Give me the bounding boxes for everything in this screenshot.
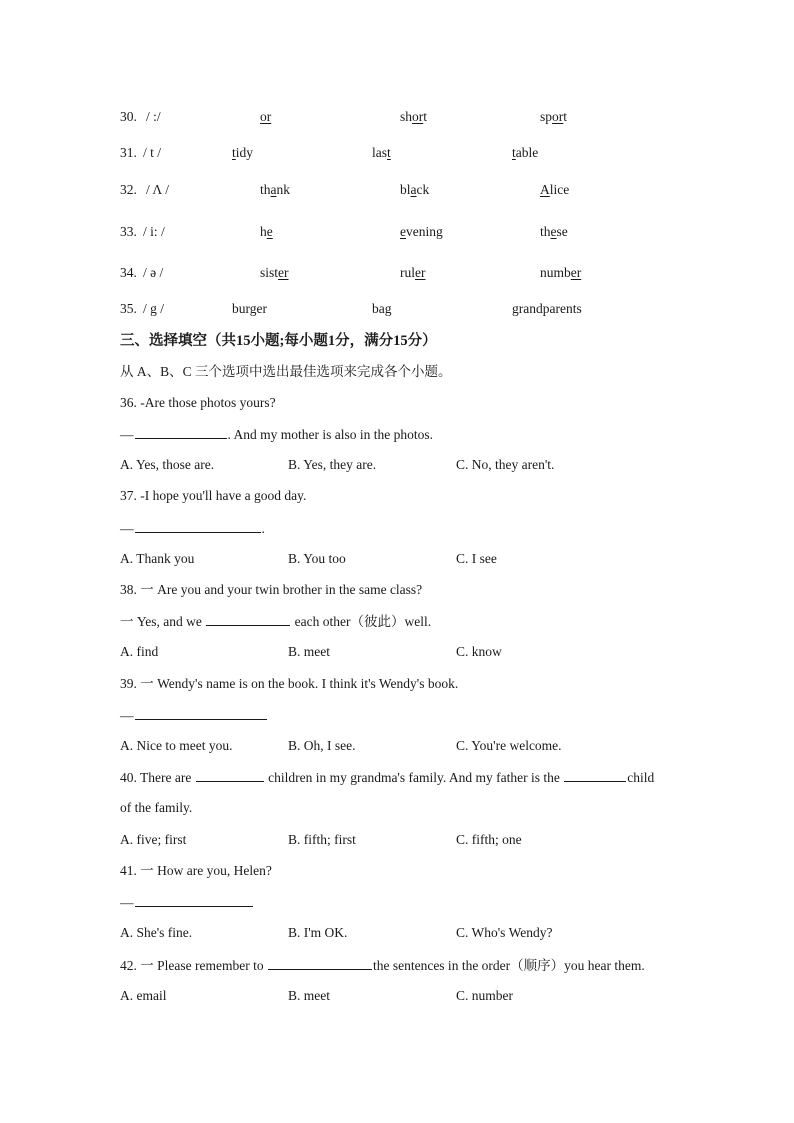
option-c[interactable]: C. No, they aren't. (456, 457, 555, 472)
question-37 (0, 486, 794, 506)
option-a[interactable]: A. five; first (120, 832, 187, 847)
row-number: 34. (120, 265, 137, 280)
option-a[interactable]: A. email (120, 988, 167, 1003)
phonetic-symbol: / t / (143, 145, 162, 160)
word: black (400, 182, 430, 197)
phonetic-symbol: / ə / (143, 265, 164, 280)
phonetic-symbol: / Λ / (146, 182, 169, 197)
option-b[interactable]: B. Yes, they are. (288, 457, 377, 472)
answer-blank-2[interactable] (564, 767, 626, 782)
answer-line-36 (0, 424, 794, 444)
word: evening (400, 224, 443, 239)
option-a[interactable]: A. Nice to meet you. (120, 738, 233, 753)
row-number: 30. (120, 109, 137, 124)
option-c[interactable]: C. fifth; one (456, 832, 522, 847)
word: Alice (540, 182, 570, 197)
question-prompt: 36. -Are those photos yours? (120, 395, 276, 410)
question-prompt: 40. There are children in my grandma's family. And my father is the child (120, 767, 654, 788)
answer-text: — . (120, 518, 265, 539)
question-38 (0, 580, 794, 600)
question-39 (0, 674, 794, 694)
option-a[interactable]: A. Thank you (120, 551, 195, 566)
word: thank (260, 182, 291, 197)
question-36 (0, 393, 794, 413)
answer-blank[interactable] (135, 424, 227, 439)
option-b[interactable]: B. fifth; first (288, 832, 356, 847)
option-c[interactable]: C. You're welcome. (456, 738, 562, 753)
section-instruction: 从 A、B、C 三个选项中选出最佳选项来完成各个小题。 (120, 364, 452, 379)
options-38 (0, 642, 794, 662)
answer-text: — (120, 892, 254, 913)
options-41 (0, 923, 794, 943)
phonetic-row-31 (0, 143, 794, 163)
option-b[interactable]: B. I'm OK. (288, 925, 348, 940)
word: these (540, 224, 568, 239)
section-instruction-line (0, 362, 794, 382)
options-42 (0, 986, 794, 1006)
answer-text: — . And my mother is also in the photos. (120, 424, 433, 445)
phonetic-row-35 (0, 299, 794, 319)
word: burger (232, 301, 267, 316)
phonetic-row-34 (0, 263, 794, 283)
word: last (372, 145, 391, 160)
word: table (512, 145, 539, 160)
section-heading (0, 331, 794, 351)
question-prompt: 38. 一 Are you and your twin brother in the same class? (120, 582, 423, 597)
option-b[interactable]: B. meet (288, 644, 330, 659)
answer-blank[interactable] (268, 955, 372, 970)
word: ruler (400, 265, 426, 280)
phonetic-row-32 (0, 180, 794, 200)
question-prompt: 39. 一 Wendy's name is on the book. I think it's Wendy's book. (120, 676, 459, 691)
question-40-continued (0, 798, 794, 818)
section-title: 三、选择填空（共15小题;每小题1分，满分15分） (120, 333, 437, 349)
option-c[interactable]: C. number (456, 988, 513, 1003)
word: sister (260, 265, 289, 280)
answer-text: 一 Yes, and we each other（彼此）well. (120, 611, 431, 632)
option-b[interactable]: B. Oh, I see. (288, 738, 356, 753)
word: tidy (232, 145, 254, 160)
question-42 (0, 955, 794, 975)
options-37 (0, 549, 794, 569)
phonetic-symbol: / i: / (143, 224, 165, 239)
word: number (540, 265, 582, 280)
question-40 (0, 767, 794, 787)
option-c[interactable]: C. I see (456, 551, 497, 566)
question-prompt: 42. 一 Please remember to the sentences in the order（顺序）you hear them. (120, 955, 645, 976)
answer-line-38 (0, 611, 794, 631)
word: or (260, 109, 272, 124)
answer-line-39 (0, 705, 794, 725)
option-a[interactable]: A. Yes, those are. (120, 457, 215, 472)
phonetic-symbol: / :/ (146, 109, 161, 124)
word: short (400, 109, 428, 124)
answer-line-41 (0, 892, 794, 912)
word: bag (372, 301, 392, 316)
option-a[interactable]: A. She's fine. (120, 925, 193, 940)
option-a[interactable]: A. find (120, 644, 159, 659)
row-number: 32. (120, 182, 137, 197)
options-39 (0, 736, 794, 756)
answer-blank[interactable] (135, 705, 267, 720)
option-c[interactable]: C. know (456, 644, 502, 659)
options-40 (0, 830, 794, 850)
question-41 (0, 861, 794, 881)
option-b[interactable]: B. meet (288, 988, 330, 1003)
option-b[interactable]: B. You too (288, 551, 346, 566)
word: grandparents (512, 301, 582, 316)
answer-blank[interactable] (206, 611, 290, 626)
answer-line-37 (0, 518, 794, 538)
word: sport (540, 109, 568, 124)
answer-blank[interactable] (135, 518, 261, 533)
row-number: 35. (120, 301, 137, 316)
options-36 (0, 455, 794, 475)
answer-blank-1[interactable] (196, 767, 264, 782)
phonetic-symbol: / g / (143, 301, 165, 316)
answer-text: — (120, 705, 268, 726)
answer-blank[interactable] (135, 892, 253, 907)
phonetic-row-33 (0, 222, 794, 242)
option-c[interactable]: C. Who's Wendy? (456, 925, 553, 940)
question-prompt: 37. -I hope you'll have a good day. (120, 488, 307, 503)
question-prompt: 41. 一 How are you, Helen? (120, 863, 272, 878)
question-continuation: of the family. (120, 800, 193, 815)
phonetic-row-30 (0, 107, 794, 127)
word: he (260, 224, 273, 239)
row-number: 33. (120, 224, 137, 239)
row-number: 31. (120, 145, 137, 160)
